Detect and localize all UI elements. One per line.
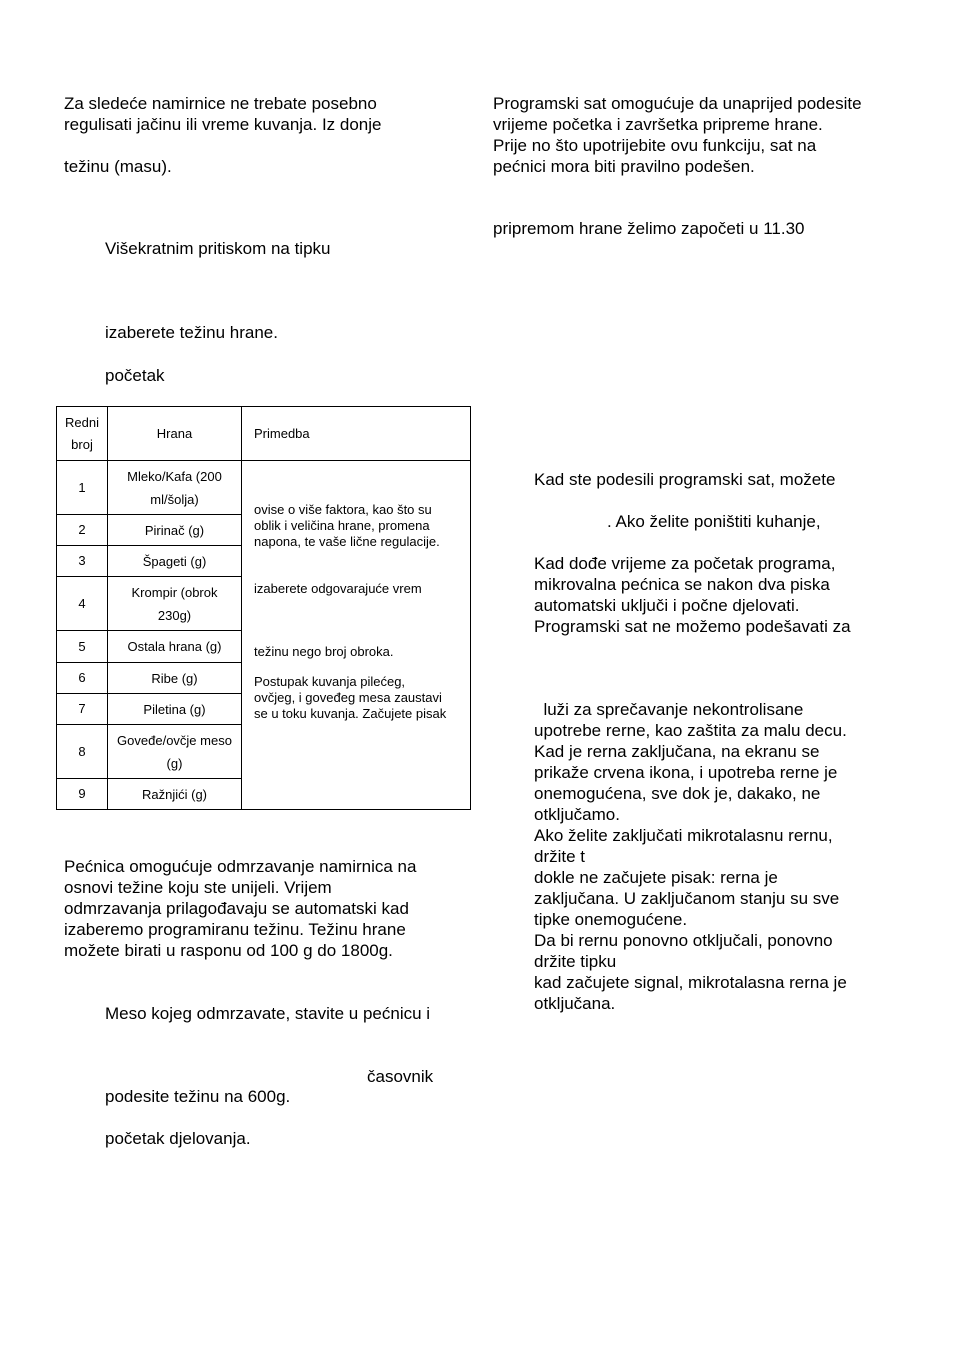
clock-intro: [493, 93, 862, 177]
row-food-line-2: 230g): [157, 607, 192, 623]
defrost-line-2: osnovi težine koju ste unijeli. Vrijem: [64, 878, 332, 897]
defrost-step-3: početak djelovanja.: [105, 1129, 251, 1148]
clock-example: pripremom hrane želimo započeti u 11.30: [493, 219, 805, 238]
lock-line-3: Kad je rerna zaključana, na ekranu se: [534, 742, 820, 761]
row-food-line-1: Goveđe/ovčje meso: [117, 732, 232, 748]
note-4-line-2: ovčjeg, i goveđeg mesa zaustavi: [254, 690, 442, 705]
header-number-line-2: broj: [71, 436, 93, 452]
header-number-line-1: Redni: [65, 414, 99, 430]
row-food: Pirinač (g): [108, 515, 242, 546]
auto-cook-intro: [64, 93, 382, 177]
auto-cook-step-2: izaberete težinu hrane.: [105, 323, 278, 342]
defrost-line-5: možete birati u rasponu od 100 g do 1800g.: [64, 941, 393, 960]
intro-line-2: regulisati jačinu ili vreme kuvanja. Iz donje: [64, 115, 382, 134]
table-header-row: [57, 407, 471, 461]
row-number: 7: [57, 694, 108, 725]
child-lock-info: [534, 699, 847, 1014]
lock-line-7: Ako želite zaključati mikrotalasnu rernu,: [534, 826, 833, 845]
defrost-line-4: izaberemo programiranu težinu. Težinu hrane: [64, 920, 406, 939]
row-food-line-2: ml/šolja): [150, 491, 199, 507]
lock-line-12: Da bi rernu ponovno otključali, ponovno: [534, 931, 833, 950]
lock-line-1: luži za sprečavanje nekontrolisane: [534, 700, 804, 719]
clock-intro-line-1: Programski sat omogućuje da unaprijed podesite: [493, 94, 862, 113]
row-food: [108, 725, 242, 779]
row-food-line-2: (g): [166, 755, 183, 771]
lock-line-9: dokle ne začujete pisak: rerna je: [534, 868, 778, 887]
lock-line-10: zaključana. U zaključanom stanju su sve: [534, 889, 840, 908]
note-4-line-3: se u toku kuvanja. Začujete pisak: [254, 706, 447, 721]
lock-line-6: otključamo.: [534, 805, 620, 824]
row-number: 6: [57, 663, 108, 694]
lock-line-4: prikaže crvena ikona, i upotreba rerne je: [534, 763, 838, 782]
note-1-line-3: napona, te vaše lične regulacije.: [254, 534, 440, 549]
header-note: Primedba: [242, 407, 471, 461]
start-info-line-2: mikrovalna pećnica se nakon dva piska: [534, 575, 830, 594]
row-food: Ribe (g): [108, 663, 242, 694]
clock-cancel: . Ako želite poništiti kuhanje,: [607, 512, 821, 531]
lock-line-15: otključana.: [534, 994, 616, 1013]
row-food-line-1: Mleko/Kafa (200: [127, 468, 222, 484]
start-info-line-3: automatski uključi i počne djelovati.: [534, 596, 800, 615]
lock-line-8: držite t: [534, 847, 586, 866]
note-1-line-1: ovise o više faktora, kao što su: [254, 502, 432, 517]
note-3: težinu nego broj obroka.: [254, 644, 394, 659]
note-1-line-2: oblik i veličina hrane, promena: [254, 518, 430, 533]
auto-cook-table: [56, 406, 471, 810]
clock-after-set: Kad ste podesili programski sat, možete: [534, 470, 836, 489]
note-4-line-1: Postupak kuvanja pilećeg,: [254, 674, 406, 689]
defrost-line-1: Pećnica omogućuje odmrzavanje namirnica na: [64, 857, 417, 876]
start-info-line-1: Kad dođe vrijeme za početak programa,: [534, 554, 836, 573]
row-number: 5: [57, 631, 108, 663]
intro-line-3: težinu (masu).: [64, 157, 172, 176]
start-info-line-4: Programski sat ne možemo podešavati za: [534, 617, 851, 636]
row-number: 8: [57, 725, 108, 779]
note-2: izaberete odgovarajuće vrem: [254, 581, 422, 596]
intro-line-1: Za sledeće namirnice ne trebate posebno: [64, 94, 377, 113]
auto-cook-step-3: početak: [105, 366, 165, 385]
clock-intro-line-2: vrijeme početka i završetka pripreme hrane.: [493, 115, 823, 134]
lock-line-11: tipke onemogućene.: [534, 910, 688, 929]
row-food: [108, 577, 242, 631]
row-number: 2: [57, 515, 108, 546]
row-food: Ostala hrana (g): [108, 631, 242, 663]
auto-cook-step-1: Višekratnim pritiskom na tipku: [105, 239, 331, 258]
row-food: [108, 461, 242, 515]
table-row: [57, 461, 471, 515]
defrost-step-2: podesite težinu na 600g.: [105, 1087, 291, 1106]
row-food-line-1: Krompir (obrok: [131, 584, 218, 600]
defrost-intro: [64, 856, 416, 961]
defrost-step-1: Meso kojeg odmrzavate, stavite u pećnicu i: [105, 1004, 431, 1023]
clock-intro-line-4: pećnici mora biti pravilno podešen.: [493, 157, 755, 176]
header-food: Hrana: [108, 407, 242, 461]
defrost-clock-word: časovnik: [367, 1067, 434, 1086]
lock-line-14: kad začujete signal, mikrotalasna rerna je: [534, 973, 847, 992]
row-food: Špageti (g): [108, 546, 242, 577]
notes-cell: [242, 461, 471, 810]
lock-line-5: onemogućena, sve dok je, dakako, ne: [534, 784, 821, 803]
defrost-line-3: odmrzavanja prilagođavaju se automatski kad: [64, 899, 409, 918]
row-food: Ražnjići (g): [108, 779, 242, 810]
row-number: 3: [57, 546, 108, 577]
clock-start-info: [534, 553, 851, 637]
lock-line-2: upotrebe rerne, kao zaštita za malu decu.: [534, 721, 847, 740]
row-number: 1: [57, 461, 108, 515]
header-number: [57, 407, 108, 461]
clock-intro-line-3: Prije no što upotrijebite ovu funkciju, sat na: [493, 136, 817, 155]
row-number: 9: [57, 779, 108, 810]
lock-line-13: držite tipku: [534, 952, 617, 971]
row-food: Piletina (g): [108, 694, 242, 725]
row-number: 4: [57, 577, 108, 631]
